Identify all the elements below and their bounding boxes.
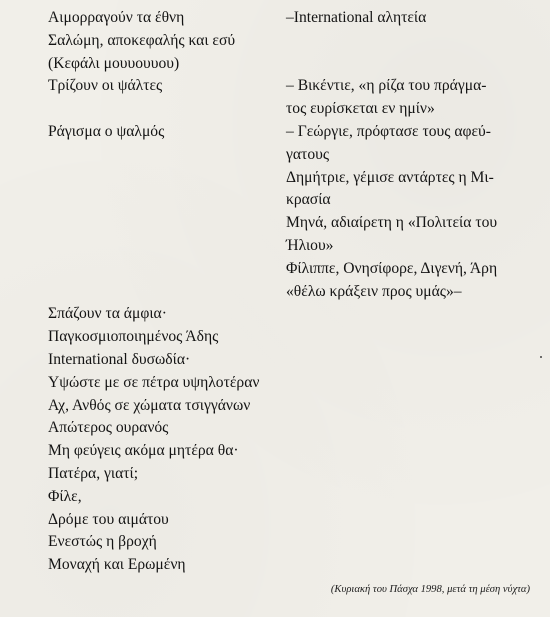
poem-line: Παγκοσμιοποιημένος Άδης	[48, 328, 219, 346]
poem-line-blank	[48, 281, 288, 304]
poem-line: γατους	[286, 145, 330, 163]
poem-line: International δυσωδία·	[48, 350, 191, 368]
poem-line: «θέλω κράξειν προς υμάς»–	[286, 282, 462, 300]
poem-line: Τρίζουν οι ψάλτες	[48, 77, 163, 95]
poem-line-blank	[48, 235, 288, 258]
right-column	[286, 7, 538, 303]
poem-line: – Γεώργιε, πρόφτασε τους αφεύ-	[286, 122, 491, 140]
poem-line: Πατέρα, γιατί;	[48, 464, 139, 482]
poem-line: κρασία	[286, 191, 331, 209]
poem-line: Μηνά, αδιαίρετη η «Πολιτεία του	[286, 214, 498, 232]
poem-line: Απώτερος ουρανός	[48, 419, 169, 437]
poem-line-blank	[48, 167, 288, 190]
left-column	[48, 7, 288, 577]
poem-line-blank	[48, 189, 288, 212]
poem-line: Αχ, Ανθός σε χώματα τσιγγάνων	[48, 396, 251, 414]
poem-line-blank	[48, 144, 288, 167]
date-signature: (Κυριακή του Πάσχα 1998, μετά τη μέση νύχτα)	[330, 584, 530, 595]
poem-line: Δημήτριε, γέμισε αντάρτες η Μι-	[286, 168, 494, 186]
poem-line: Μοναχή και Ερωμένη	[48, 556, 186, 574]
poem-line: Σπάζουν τα άμφια·	[48, 305, 167, 323]
poem-line: τος ευρίσκεται εν ημίν»	[286, 100, 435, 118]
poem-line: Φίλιππε, Ονησίφορε, Διγενή, Άρη	[286, 259, 498, 277]
poem-line: Φίλε,	[48, 487, 82, 505]
poem-line: Μη φεύγεις ακόμα μητέρα θα·	[48, 442, 239, 460]
poem-line: Αιμορραγούν τα έθνη	[48, 9, 185, 26]
poem-line: (Κεφάλι μουυουυου)	[48, 54, 180, 72]
poem-line-blank	[48, 212, 288, 235]
poem-line: Δρόμε του αιμάτου	[48, 510, 169, 528]
poem-line: Ενεστώς η βροχή	[48, 533, 157, 551]
poem-line: Ήλιου»	[286, 236, 334, 254]
poem-line: – Βικέντιε, «η ρίζα του πράγμα-	[286, 77, 487, 95]
poem-line: Ράγισμα ο ψαλμός	[48, 122, 165, 140]
poem-line-blank	[286, 53, 538, 76]
poem-line: –International αλητεία	[286, 9, 427, 26]
paper-speck	[540, 356, 542, 358]
poem-line: Υψώστε με σε πέτρα υψηλοτέραν	[48, 373, 260, 391]
poem-line: Σαλώμη, αποκεφαλής και εσύ	[48, 31, 236, 49]
poem-line-blank	[48, 258, 288, 281]
poem-line-blank	[48, 98, 288, 121]
poem-line-blank	[286, 30, 538, 53]
